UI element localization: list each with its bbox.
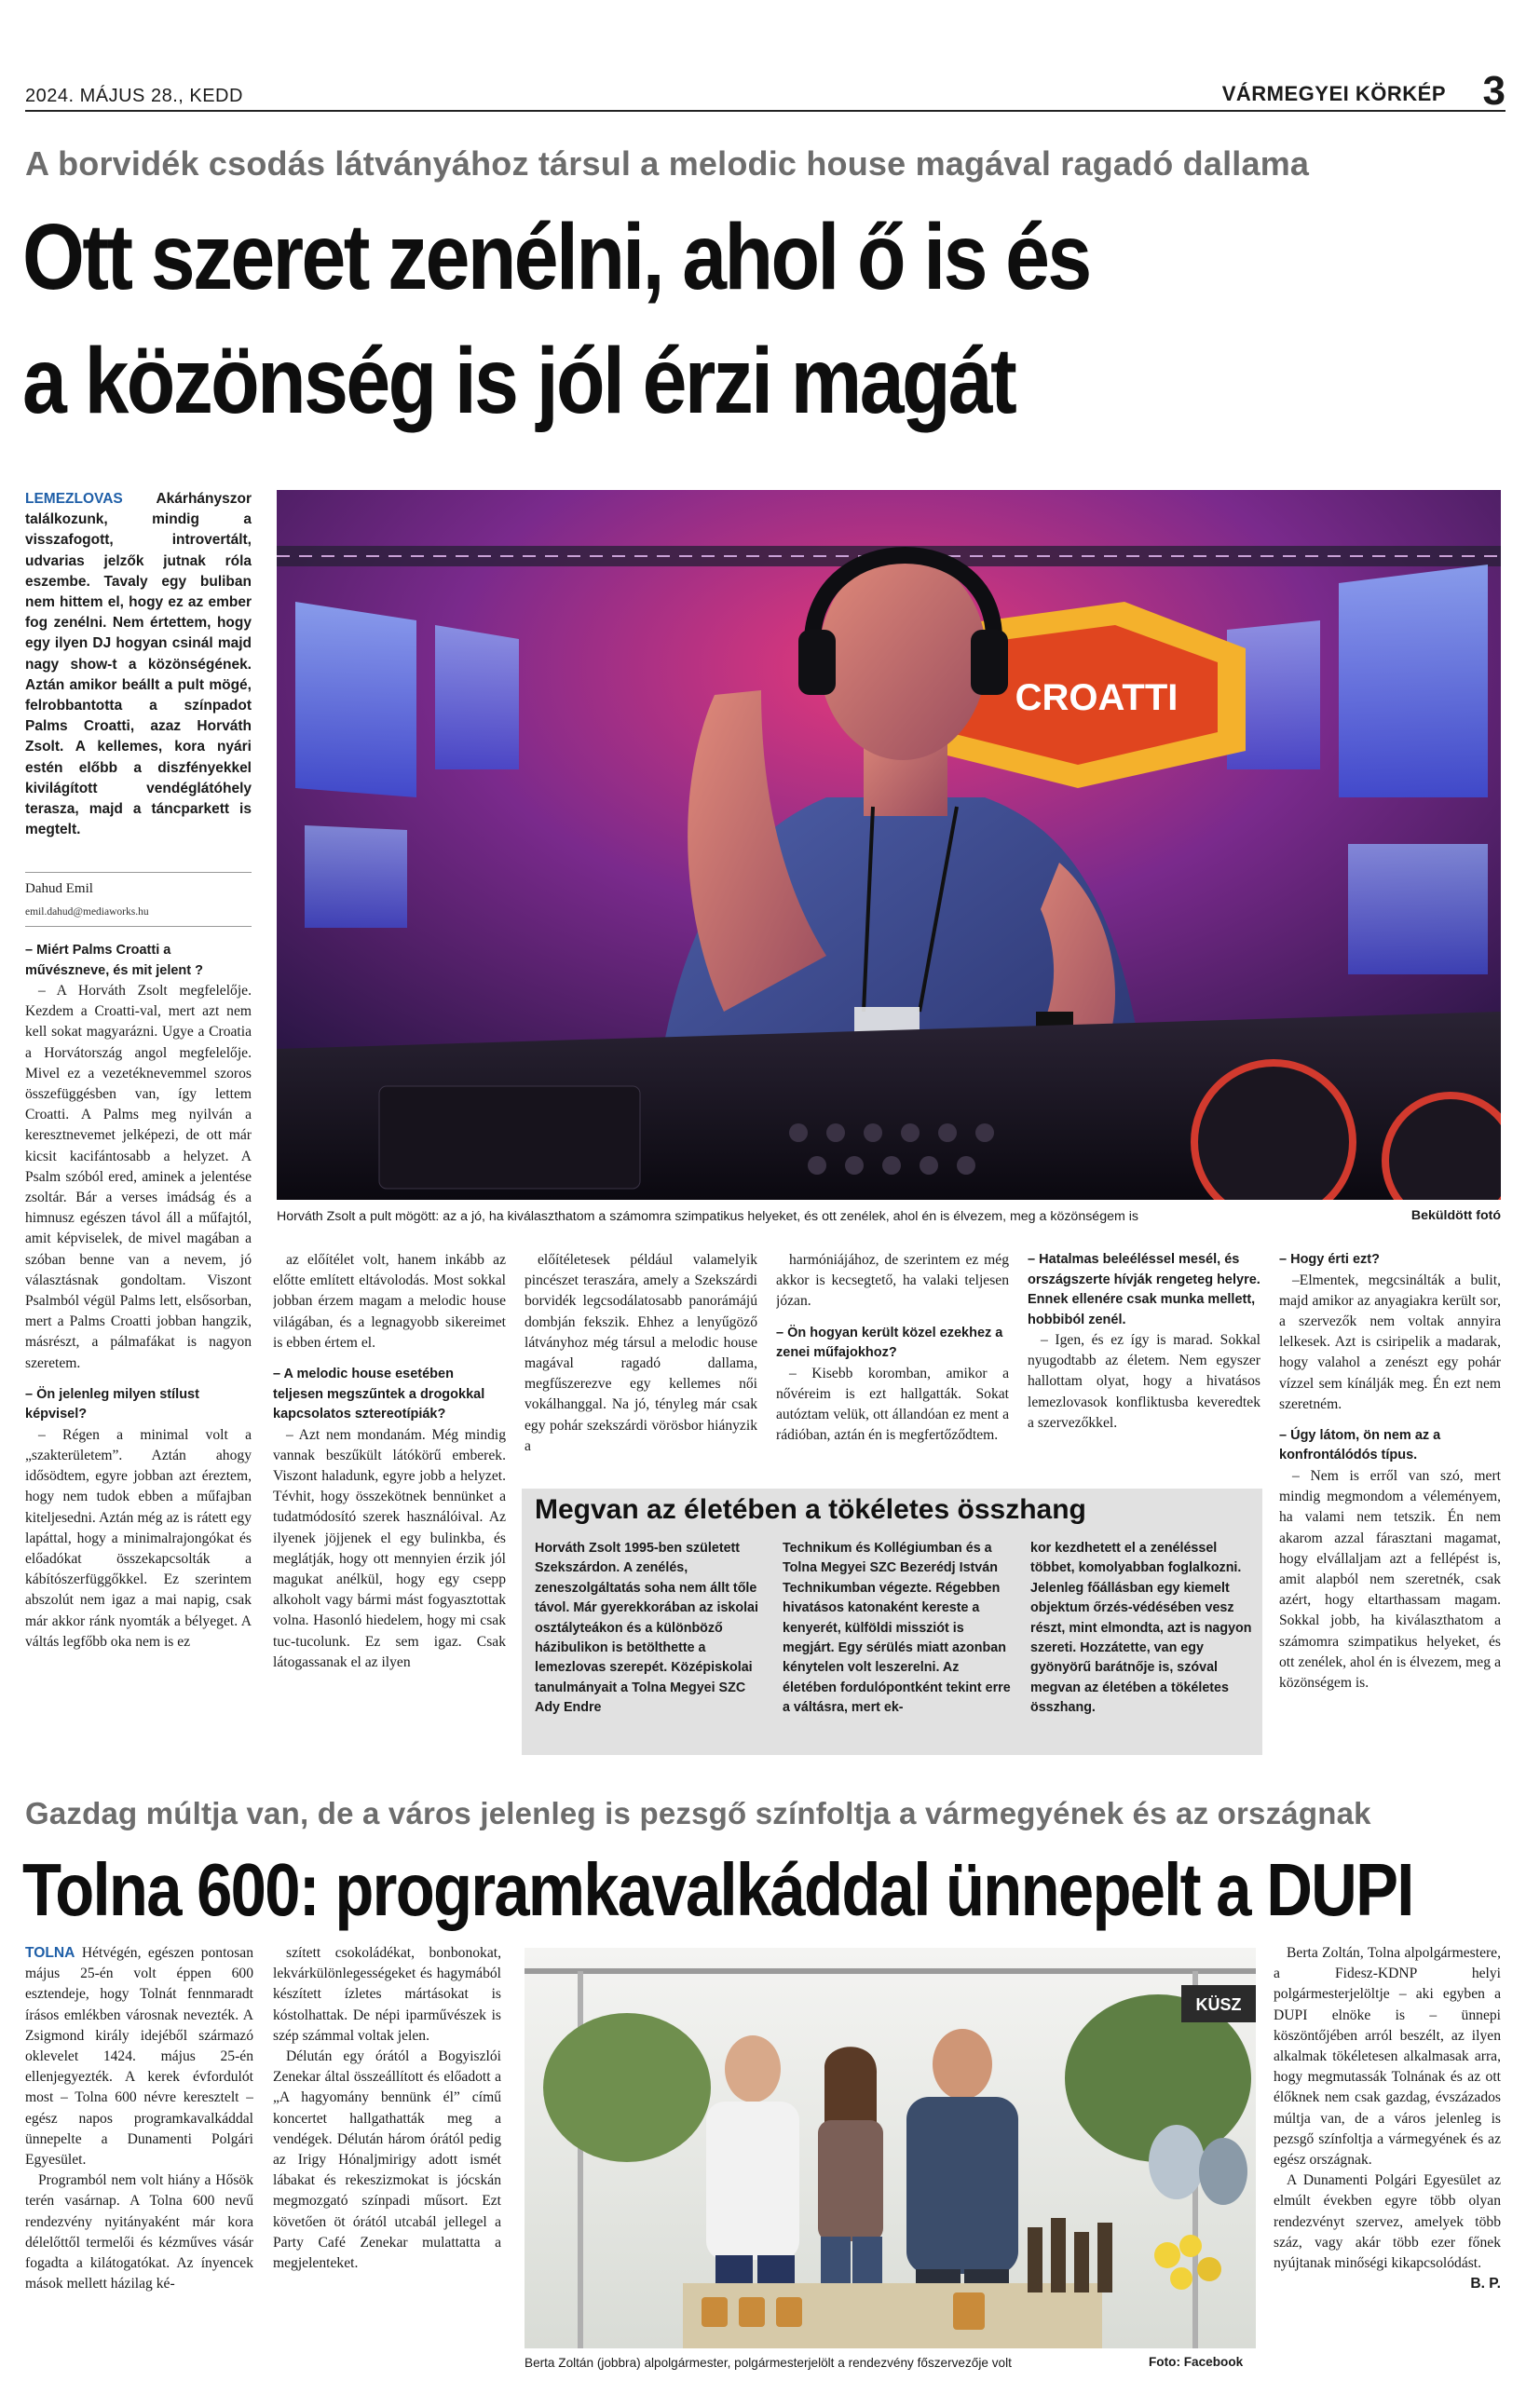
tolna-photo <box>525 1948 1256 2348</box>
article1-column-4 <box>776 1250 1009 1481</box>
article1-lead-place: LEMEZLOVAS <box>25 491 123 507</box>
paragraph: – Igen, és ez így is marad. Sokkal nyugodtabb az életem. Nem egyszer hallottam olyat, hogy a hivatásos lemezlovasok konfliktusba keveredtek a szervezőkkel. <box>1028 1332 1260 1431</box>
tolna-photo-illustration <box>525 1948 1256 2348</box>
paragraph: Berta Zoltán, Tolna alpolgármestere, a Fidesz-KDNP helyi polgármesterjelöltje – aki egyben a DUPI elnöke is – ünnepi köszöntőjében arról beszélt, az ilyen alkalmak tökéletesen alkalmasak arra, hogy megmutassák Tolnának és az ott élőknek nem csak gazdag, évszázados múltja van, de a város jelenleg is pezsgő színfoltja a vármegyének és az egész országnak. <box>1274 1945 1501 2169</box>
tolna-photo-caption: Berta Zoltán (jobbra) alpolgármester, polgármesterjelölt a rendezvény főszervezője volt <box>525 2356 1012 2370</box>
article2-headline: Tolna 600: programkavalkáddal ünnepelt a DUPI <box>22 1848 1413 1931</box>
interview-question: – Ön jelenleg milyen stílust képvisel? <box>25 1386 199 1422</box>
article1-column-5 <box>1028 1250 1260 1481</box>
article1-headline-line2: a közönség is jól érzi magát <box>22 329 1015 433</box>
byline-rule-bottom <box>25 926 252 927</box>
interview-question: – Hogy érti ezt? <box>1279 1252 1380 1267</box>
article1-kicker: A borvidék csodás látványához társul a melodic house magával ragadó dallama <box>25 144 1310 183</box>
paragraph: – Azt nem mondanám. Még mindig vannak beszűkült látókörű emberek. Viszont haladunk, egyre jobb a helyzet. Tévhit, hogy összekötnek bennünket a tudatmódosító szerek használóival. Az ilyenek jöjjenek el egy bulinkba, és meglátják, hogy ott mennyien érzik jól magukat anélkül, hogy egy csepp alkoholt vagy bármi mást fogyasztottak volna. Hasonló hiedelem, hogy mi csak tuc-tucolunk. Ez sem igaz. Csak látogassanak el az ilyen <box>273 1426 506 1670</box>
article1-lead-text: Akárhányszor találkozunk, mindig a visszafogott, introvertált, udvarias jelzők jutnak róla eszembe. Tavaly egy buliban nem hittem el, hogy ez az ember fog zenélni. Nem értettem, hogy egy ilyen DJ hogyan csinál majd nagy show-t a közönségének. Aztán amikor beállt a pult mögé, felrobbantotta a színpadot Palms Croatti, azaz Horváth Zsolt. A kellemes, kora nyári estén előbb a diszfényekkel kivilágított vendéglátóhely teraszа, majd a táncparkett is megtelt. <box>25 491 252 838</box>
croatti-logo-text: CROATTI <box>1015 677 1179 718</box>
paragraph: előítéletesek például valamelyik pincészet teraszára, amely a Szekszárdi borvidék legcsodálatosabb panorámájú dombján fekszik. Ehhez a lenyűgöző látványhoz még társul a melodic house magával ragadó dallama, megfűszerezve egy kellemes női vokálhanggal. Na jó, tényleg már csak egy pohár szekszárdi vörösbor hiányzik a <box>525 1252 757 1454</box>
article1-lead <box>25 489 252 840</box>
info-box-column-1: Horváth Zsolt 1995-ben született Szekszárdon. A zenélés, zeneszolgáltatás soha nem állt tőle távol. Már gyerekkorában az iskolai osztályteákon és a különböző házibulikon is betölthette a lemezlovas szerepét. Középiskolai tanulmányait a Tolna Megyei SZC Ady Endre <box>535 1541 758 1716</box>
interview-question: – A melodic house esetében teljesen megszűntek a drogokkal kapcsolatos sztereotípiák? <box>273 1367 485 1422</box>
dj-photo-caption: Horváth Zsolt a pult mögött: az a jó, ha kiválaszthatom a számomra szimpatikus helyeket, és ott zenélek, ahol én is élvezem, meg a közönségem is <box>277 1209 1138 1224</box>
byline-rule-top <box>25 872 252 873</box>
paragraph: harmóniájához, de szerintem ez még akkor is kecsegtető, ha valaki teljesen józan. <box>776 1252 1009 1310</box>
paragraph: Délután egy órától a Bogyiszlói Zenekar által összeállított és előadott a „A hagyomány bennünk él” című koncertet hallgathatták meg a vendégek. Délután három órától pedig az Irigy Hónaljmirigy adott ismét lábakat és rekeszizmokat is jócskán megmozgató színpadi műsort. Ezt követően öt órától utcabál jellegel a Party Café Zenekar mulattatta a megjelenteket. <box>273 2048 501 2272</box>
info-box-column-2: Technikum és Kollégiumban és a Tolna Megyei SZC Bezerédj István Technikumban végezte. Régebben hivatásos katonaként kereste a kenyerét, külföldi missziót is megjárt. Egy sérülés miatt azonban kénytelen volt leszerelni. Az életében fordulópontként tekint erre a váltásra, mert ek- <box>783 1541 1011 1716</box>
paragraph: az előítélet volt, hanem inkább az előtte említett eltávolodás. Most sokkal jobban érzem magam a melodic house világában, és a legnagyobb sikereimet is ebben értem el. <box>273 1252 506 1351</box>
info-box-title: Megvan az életében a tökéletes összhang <box>535 1494 1086 1525</box>
article2-signature: B. P. <box>1470 2276 1501 2292</box>
paragraph: Programból nem volt hiány a Hősök terén vasárnap. A Tolna 600 nevű rendezvény nyitányaként már kora délelőttől termelői és kézműves vásár fogadta a kilátogatókat. Az ínyencek mások mellett házilag ké- <box>25 2172 253 2292</box>
header-rule <box>25 110 1506 112</box>
info-box-column-3: kor kezdhetett el a zenéléssel többet, komolyabban foglalkozni. Jelenleg főállásban egy kiemelt objektum őrzés-védésében vesz részt, mint elmondta, azt is nagyon szereti. Hozzátette, van egy gyönyörű barátnője is, szóval megvan az életében a tökéletes összhang. <box>1030 1541 1252 1716</box>
article2-column-3 <box>1274 1943 1501 2390</box>
issue-date: 2024. MÁJUS 28., KEDD <box>25 86 243 106</box>
paragraph <box>25 1943 253 2170</box>
paragraph: szített csokoládékat, bonbonokat, lekvárkülönlegességeket és hagymából készített ízletes mártásokat is kóstolhattak. De népi iparművészek is szép számmal voltak jelen. <box>273 1945 501 2044</box>
author-email[interactable]: emil.dahud@mediaworks.hu <box>25 906 149 918</box>
article2-column-1 <box>25 1943 253 2381</box>
article1-column-3 <box>525 1250 757 1481</box>
article1-column-6 <box>1279 1250 1501 1768</box>
interview-question: – Hatalmas beleéléssel mesél, és országszerte hívják rengeteg helyre. Ennek ellenére csak munka mellett, hobbiból zenél. <box>1028 1252 1260 1327</box>
article1-column-1 <box>25 941 252 1761</box>
paragraph: A Dunamenti Polgári Egyesület az elmúlt években egyre több olyan rendezvényt szervez, amelyek több száz, vagy akár több ezer főnek nyújtanak minőségi kikapcsolódást. <box>1274 2172 1501 2272</box>
article1-headline-line1: Ott szeret zenélni, ahol ő is és <box>22 205 1090 309</box>
dj-photo-illustration <box>277 490 1501 1200</box>
interview-question: – Úgy látom, ön nem az a konfrontálódós típus. <box>1279 1427 1441 1463</box>
section-name: VÁRMEGYEI KÖRKÉP <box>1221 82 1446 105</box>
dj-photo-credit: Beküldött fotó <box>1410 1208 1501 1223</box>
article2-lead-place: TOLNA <box>25 1945 75 1961</box>
page-number: 3 <box>1482 68 1506 114</box>
article2-kicker: Gazdag múltja van, de a város jelenleg is pezsgő színfoltja a vármegyének és az országnak <box>25 1796 1371 1830</box>
dj-photo <box>277 490 1501 1200</box>
tolna-photo-credit: Foto: Facebook <box>1149 2355 1244 2369</box>
paragraph: – Nem is erről van szó, mert mindig megmondom a véleményem, ha valami nem tetszik. Én nem akarom azzal fárasztani magamat, hogy elvállaljam azt a fellépést is, amit alapból nem szeretnék, csak azért, hogy eltarthassam magam. Sokkal jobb, ha kiválaszthatom a számomra szimpatikus helyeket, és ott zenélek, ahol én is élvezem, meg a közönségem is. <box>1279 1467 1501 1691</box>
paragraph: –Elmentek, megcsinálták a bulit, majd amikor az anyagiakra került sor, a szervezők nem voltak annyira lelkesek. Azt is csiripelik a madarak, hogy valahol a zenészt egy pohár vízzel sem kínálják meg. Én ezt nem szeretném. <box>1279 1272 1501 1412</box>
paragraph: – A Horváth Zsolt megfelelője. Kezdem a Croatti-val, mert azt nem kell sokat magyarázni. Ugye a Croatia a Horvátország angol megfelelője. Mivel ez a vezetéknevemmel szoros összefüggésben van, így lettem Croatti. A Palms meg nyilván a keresztnevemet jelképezi, de ott már kicsit kacifántosabb a helyzet. A Psalm szóból ered, aminek a jelentése zsoltár. Bár a verses imádság és a himnusz egészen távol áll a műfajtól, amit képviselek, de mivel magában a szóban benne van a nevem, jó választásnak gondoltam. Viszont Psalmból végül Palms lett, elsősorban, mert a Palms Croatti jobban hangzik, másrészt, a pálmafákat is nagyon szeretem. <box>25 983 252 1371</box>
author-name: Dahud Emil <box>25 881 93 896</box>
article2-column-2 <box>273 1943 501 2381</box>
paragraph: – Régen a minimal volt a „szakterületem”. Aztán ahogy idősödtem, egyre jobban azt éreztem, hogy nem tudok ebben a műfajban kiteljesedni. Aztán még az is rátett egy lapáttal, hogy a minimalrajongókat és előadókat összekapcsolták a kábítószerfüggőkkel. Ez szerintem abszolút nem igaz a mai napig, csak már akkor ránk nyomták a bélyeget. A váltás legfőbb oka nem is ez <box>25 1426 252 1650</box>
stall-sign-text: KÜSZ <box>1195 1995 1242 2014</box>
paragraph-text: Hétvégén, egészen pontosan május 25-én volt éppen 600 esztendeje, hogy Tolnát fennmaradt írásos emlékben városnak nevezték. A Zsigmond király idejéből származó oklevelet 1424. május 25-én ellenjegyezték. A kerek évfordulót most – Tolna 600 névre keresztelt – egész napos programkavalkáddal ünnepelte a Dunamenti Polgári Egyesület. <box>25 1945 253 2169</box>
info-box <box>522 1489 1262 1755</box>
article1-column-2 <box>273 1250 506 1762</box>
interview-question: – Ön hogyan került közel ezekhez a zenei műfajokhoz? <box>776 1325 1003 1361</box>
paragraph: – Kisebb koromban, amikor a nővéreim is ezt hallgatták. Sokat autóztam velük, ott állandóan ez ment a rádióban, aztán én is megfertőződtem. <box>776 1365 1009 1444</box>
interview-question: – Miért Palms Croatti a művészneve, és mit jelent ? <box>25 943 203 978</box>
